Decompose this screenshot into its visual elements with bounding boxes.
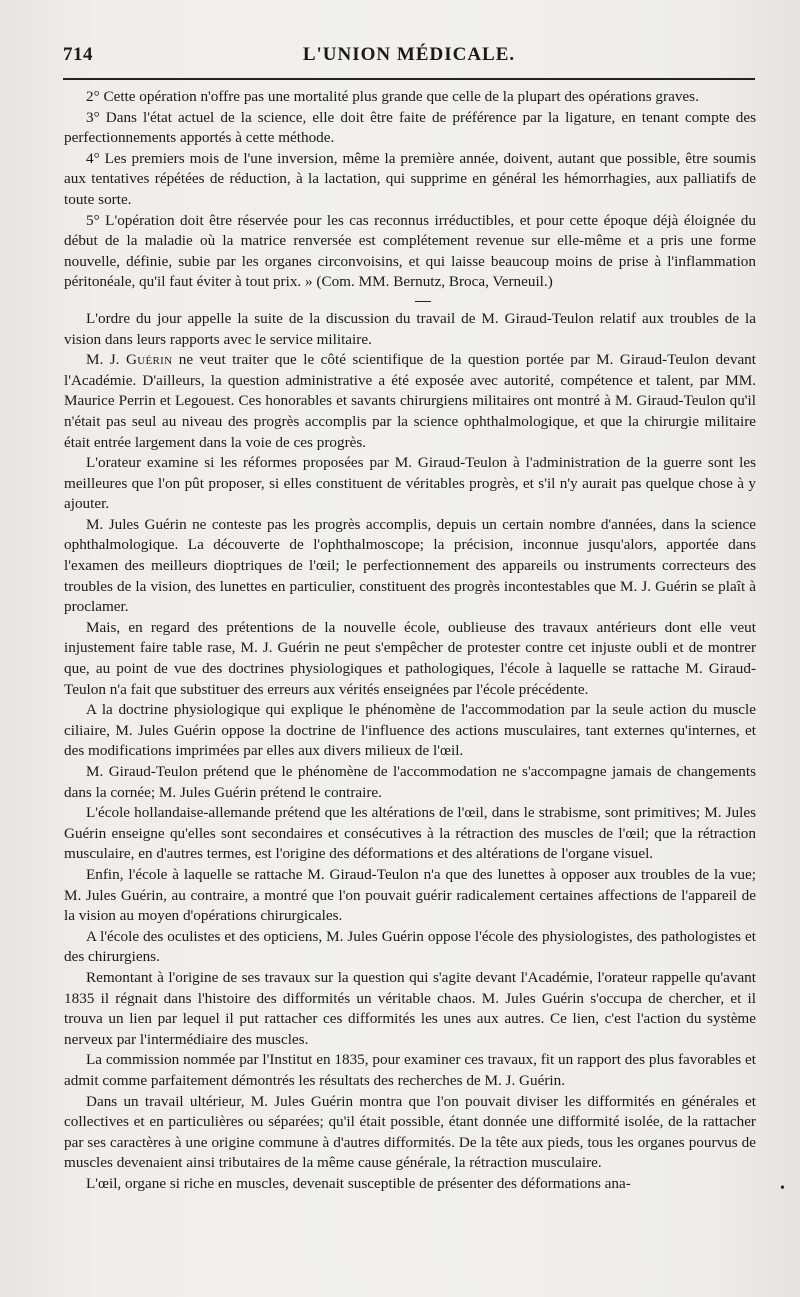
paragraph-conclusion-2: 2° Cette opération n'offre pas une mortalité plus grande que celle de la plupart des opérations graves.	[86, 88, 699, 105]
paragraph-conclusion-3: 3° Dans l'état actuel de la science, elle doit être faite de préférence par la ligature, en tenant compte des perfectionnements apportés à cette méthode.	[64, 108, 756, 147]
paragraph: Enfin, l'école à laquelle se rattache M. Giraud-Teulon n'a que des lunettes à opposer aux troubles de la vue; M. Jules Guérin, au contraire, a montré que l'on pouvait guérir radicalement certaines affections de l'appareil de la vision au moyen d'opérations chirurgicales.	[64, 865, 756, 925]
paragraph-guerin-intro	[64, 350, 756, 453]
section-separator	[64, 293, 756, 309]
paragraph: Mais, en regard des prétentions de la nouvelle école, oublieuse des travaux antérieurs dont elle veut injustement faire table rase, M. J. Guérin ne peut s'empêcher de protester contre cet injuste oubli et de montrer que, au point de vue des doctrines physiologiques et pathologiques, l'école à laquelle se rattache M. Giraud-Teulon n'a fait que substituer des erreurs aux vérités enseignées par l'école précédente.	[64, 618, 756, 698]
paragraph-conclusion-4: 4° Les premiers mois de l'une inversion, même la première année, doivent, autant que possible, être soumis aux tentatives répétées de réduction, à la lactation, qui supprime en général les hémorrhagies, aux palliatifs de toute sorte.	[64, 149, 756, 208]
page-header	[63, 44, 755, 74]
header-rule	[63, 78, 755, 80]
paragraph: Remontant à l'origine de ses travaux sur la question qui s'agite devant l'Académie, l'orateur rappelle qu'avant 1835 il régnait dans l'histoire des difformités un véritable chaos. M. Jules Guérin s'occupa de chercher, et il trouva un lien par lequel il put rattacher ces difformités les unes aux autres. Ce lien, c'est l'action du système nerveux par l'intermédiaire des muscles.	[64, 968, 756, 1048]
paragraph: L'école hollandaise-allemande prétend que les altérations de l'œil, dans le strabisme, sont primitives; M. Jules Guérin enseigne qu'elles sont secondaires et consécutives à la rétraction des muscles de l'œil; que la rétraction musculaire, en d'autres termes, est l'origine des déformations et des altérations de l'organe visuel.	[64, 804, 756, 863]
paragraph: M. Giraud-Teulon prétend que le phénomène de l'accommodation ne s'accompagne jamais de changements dans la cornée; M. Jules Guérin prétend le contraire.	[64, 763, 756, 801]
speaker-name: Guérin	[125, 351, 173, 369]
speaker-prefix: M. J.	[86, 351, 120, 369]
journal-title: L'UNION MÉDICALE.	[302, 44, 516, 65]
paragraph: L'orateur examine si les réformes proposées par M. Giraud-Teulon à l'administration de la guerre sont les meilleures que l'on pût proposer, si elles constituent de véritables progrès, et s'il n'y aurait pas quelque chose à y ajouter.	[64, 454, 756, 513]
article-body	[64, 87, 756, 1194]
paragraph: A la doctrine physiologique qui explique le phénomène de l'accommodation par la seule action du muscle ciliaire, M. Jules Guérin oppose la doctrine de l'influence des actions musculaires, tant externes qu'internes, et des modifications imprimées par elles aux divers milieux de l'œil.	[64, 701, 756, 760]
paragraph: M. Jules Guérin ne conteste pas les progrès accomplis, depuis un certain nombre d'années, dans la science ophthalmologique. La découverte de l'ophthalmoscope; la précision, inconnue jusqu'alors, apportée dans l'examen des meilleurs dioptriques de l'œil; le perfectionnement des appareils ou instruments correcteurs des troubles de la vision, des lunettes en particulier, constituent des progrès incontestables que M. J. Guérin se plaît à proclamer.	[64, 515, 756, 616]
margin-mark: •	[780, 1181, 785, 1196]
page-number: 714	[63, 44, 93, 65]
paragraph-order-of-day: L'ordre du jour appelle la suite de la discussion du travail de M. Giraud-Teulon relatif aux troubles de la vision dans leurs rapports avec le service militaire.	[64, 309, 756, 348]
paragraph: La commission nommée par l'Institut en 1835, pour examiner ces travaux, fit un rapport des plus favorables et admit comme parfaitement démontrés les résultats des recherches de M. J. Guérin.	[64, 1051, 756, 1089]
paragraph: L'œil, organe si riche en muscles, devenait susceptible de présenter des déformations ana-	[86, 1174, 631, 1192]
paragraph: Dans un travail ultérieur, M. Jules Guérin montra que l'on pouvait diviser les difformités en générales et collectives et en particulières ou séparées; qu'il était possible, étant donnée une difformité isolée, de la rattacher par ses caractères à une origine commune à d'autres difformités. De la tête aux pieds, tous les organes pourvus de muscles devenaient ainsi tributaires de la même cause générale, la rétraction musculaire.	[64, 1092, 756, 1172]
paragraph-conclusion-5: 5° L'opération doit être réservée pour les cas reconnus irréductibles, et pour cette époque déjà éloignée du début de la maladie où la matrice renversée est complétement revenue sur elle-même et a pris une forme nouvelle, définie, subie par les organes circonvoisins, et qui laisse beaucoup moins de prise à l'inflammation péritonéale, qu'il faut éviter à tout prix. » (Com. MM. Bernutz, Broca, Verneuil.)	[64, 211, 756, 291]
paragraph-guerin-text: ne veut traiter que le côté scientifique de la question portée par M. Giraud-Teulon devant l'Académie. D'ailleurs, la question administrative a été exposée avec autorité, compétence et talent, par MM. Maurice Perrin et Legouest. Ces honorables et savants chirurgiens militaires ont montré à M. Giraud-Teulon qu'il n'était pas seul au niveau des progrès accomplis par la science ophthalmologique, et que la chirurgie militaire était entrée largement dans la voie de ces progrès.	[64, 351, 756, 451]
paragraph: A l'école des oculistes et des opticiens, M. Jules Guérin oppose l'école des physiologistes, des pathologistes et des chirurgiens.	[64, 927, 756, 966]
